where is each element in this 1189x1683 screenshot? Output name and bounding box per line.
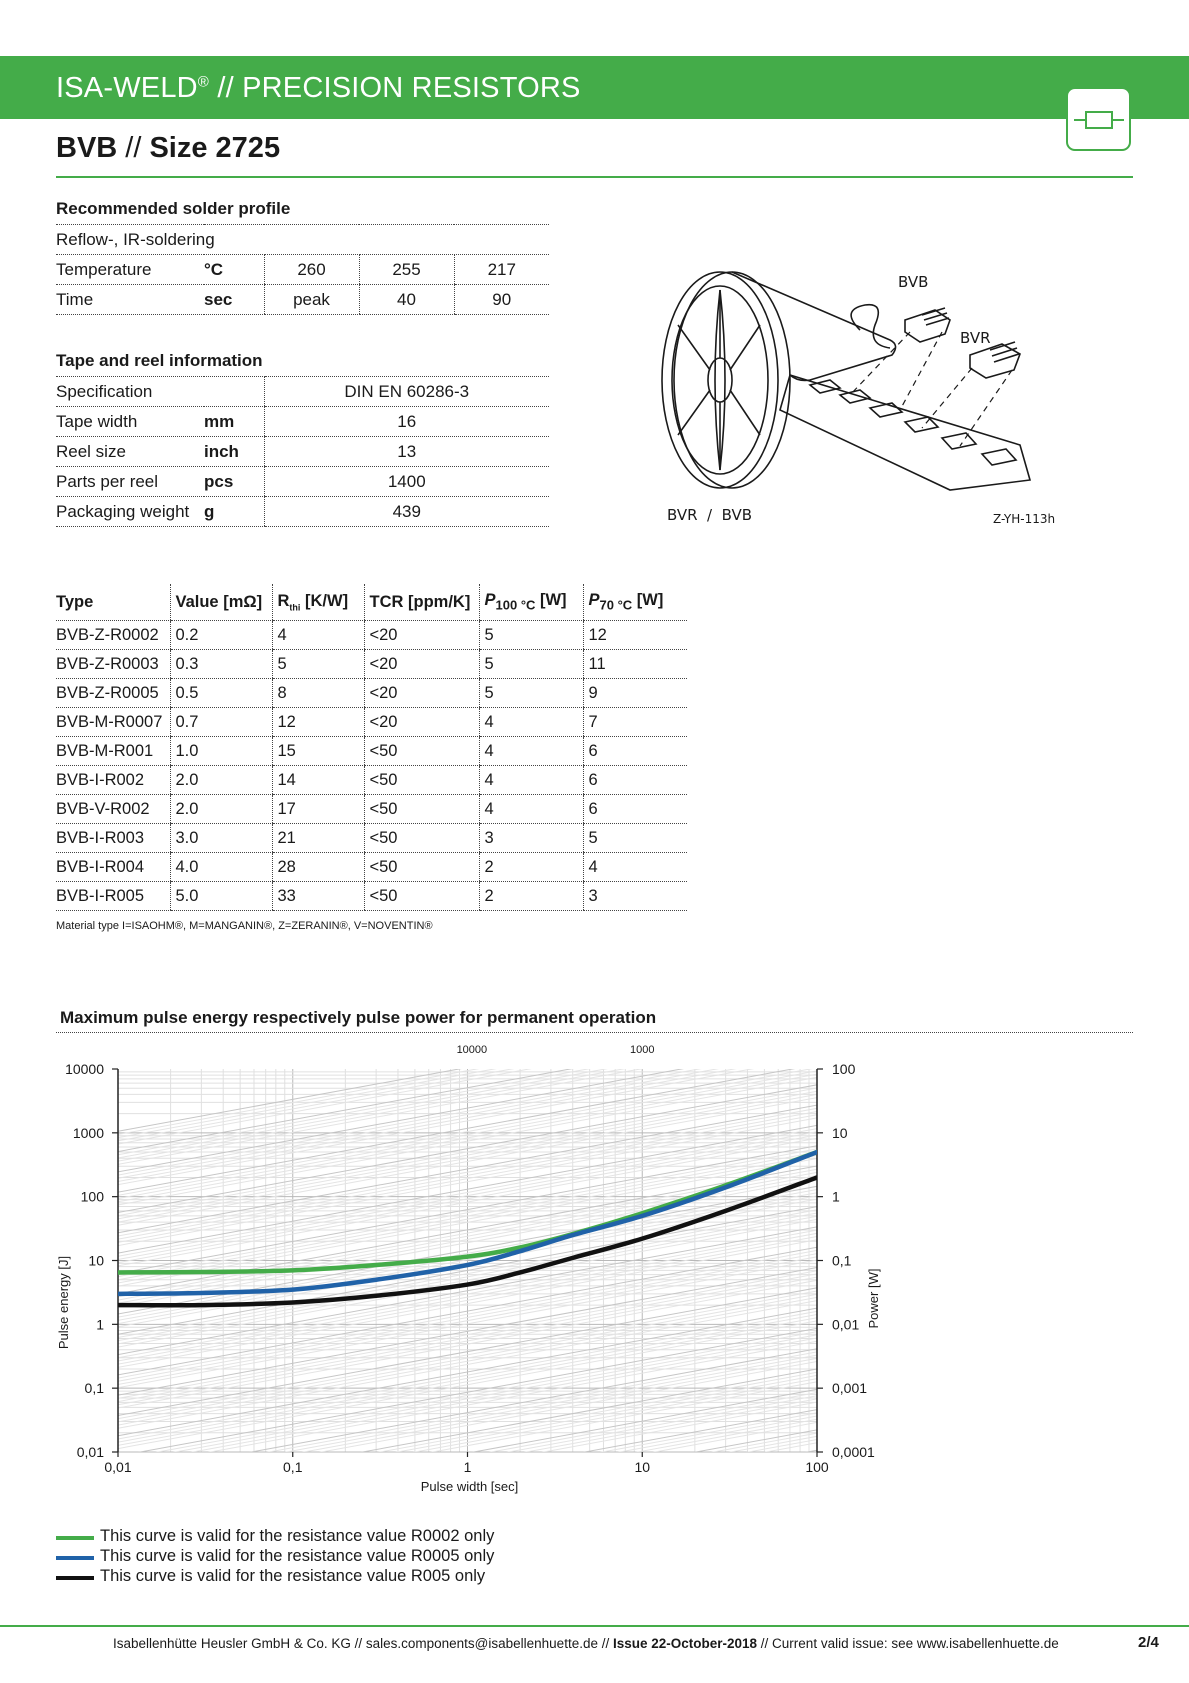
page-number: 2/4 <box>1138 1634 1159 1651</box>
table-row <box>56 467 549 497</box>
row-label: Parts per reel <box>56 467 204 497</box>
legend-swatch <box>56 1536 94 1540</box>
table-row <box>56 679 687 708</box>
drawing-code: Z-YH-113h <box>993 512 1056 526</box>
legend-swatch <box>56 1576 94 1580</box>
legend-label: This curve is valid for the resistance value R0005 only <box>100 1547 495 1565</box>
drawing-caption: BVR / BVB <box>667 506 753 524</box>
table-cell: 21 <box>272 824 364 853</box>
y2-tick-label: 0,0001 <box>832 1444 875 1460</box>
header-subscript: thi <box>289 602 301 613</box>
cell: 217 <box>454 255 549 285</box>
table-cell: 12 <box>272 708 364 737</box>
table-cell: BVB-V-R002 <box>56 795 170 824</box>
table-cell: 17 <box>272 795 364 824</box>
table-header-row <box>56 584 687 621</box>
table-cell: 8 <box>272 679 364 708</box>
table-cell: BVB-I-R002 <box>56 766 170 795</box>
table-cell: 5 <box>479 650 583 679</box>
table-cell: 7 <box>583 708 687 737</box>
table-cell: 1.0 <box>170 737 272 766</box>
table-cell: 4 <box>479 795 583 824</box>
table-cell: 2 <box>479 882 583 911</box>
table-cell: 6 <box>583 737 687 766</box>
product-name: BVB <box>56 132 118 164</box>
row-label: Reel size <box>56 437 204 467</box>
y-tick-label: 10 <box>88 1252 104 1269</box>
table-cell: <50 <box>364 737 479 766</box>
product-size: Size 2725 <box>149 132 281 164</box>
iso-line <box>0 1339 1017 1500</box>
table-cell: 0.2 <box>170 621 272 650</box>
row-label: Specification <box>56 377 204 407</box>
table-cell: 4 <box>479 708 583 737</box>
table-cell: BVB-Z-R0002 <box>56 621 170 650</box>
table-cell: 11 <box>583 650 687 679</box>
cell: 255 <box>359 255 454 285</box>
legend-label: This curve is valid for the resistance value R0002 only <box>100 1527 495 1545</box>
y-tick-label: 0,1 <box>84 1380 104 1397</box>
table-cell: 5 <box>479 679 583 708</box>
cell: 16 <box>264 407 549 437</box>
table-cell: 0.3 <box>170 650 272 679</box>
cell: 13 <box>264 437 549 467</box>
row-unit: pcs <box>204 467 264 497</box>
table-row <box>56 795 687 824</box>
x-axis-title: Pulse width [sec] <box>420 1479 519 1494</box>
page-title <box>56 132 280 165</box>
table-cell: 0.7 <box>170 708 272 737</box>
table-cell: 2.0 <box>170 766 272 795</box>
footer-rule <box>0 1625 1189 1627</box>
table-cell: <20 <box>364 621 479 650</box>
table-row <box>56 437 549 467</box>
iso-line <box>0 1498 1017 1500</box>
col-header <box>272 584 364 621</box>
table-cell: BVB-M-R001 <box>56 737 170 766</box>
table-cell: 28 <box>272 853 364 882</box>
table-cell: 3 <box>479 824 583 853</box>
header-unit: [W] <box>632 591 664 610</box>
table-row <box>56 285 549 315</box>
table-row <box>56 853 687 882</box>
table-cell: BVB-I-R003 <box>56 824 170 853</box>
table-cell: 3 <box>583 882 687 911</box>
cell: 40 <box>359 285 454 315</box>
table-cell: <50 <box>364 824 479 853</box>
reel-hub <box>708 358 732 402</box>
col-header: Value [mΩ] <box>170 584 272 621</box>
cell: 90 <box>454 285 549 315</box>
bvb-label: BVB <box>898 273 929 291</box>
row-unit: °C <box>204 255 264 285</box>
material-footnote: Material type I=ISAOHM®, M=MANGANIN®, Z=ZERANIN®, V=NOVENTIN® <box>56 920 433 932</box>
banner-title <box>56 72 581 105</box>
legend-swatch <box>56 1556 94 1560</box>
table-row <box>56 255 549 285</box>
row-label: Temperature <box>56 255 204 285</box>
y2-axis-title: Power [W] <box>866 1268 881 1329</box>
table-cell: 2 <box>479 853 583 882</box>
y2-tick-label: 0,1 <box>832 1252 852 1269</box>
pulse-chart <box>0 1040 1189 1500</box>
table-cell: 4 <box>583 853 687 882</box>
cell: DIN EN 60286-3 <box>264 377 549 407</box>
x-tick-label: 0,01 <box>104 1459 132 1475</box>
table-row <box>56 377 549 407</box>
carrier-tape <box>780 375 1030 490</box>
y2-tick-label: 0,01 <box>832 1316 860 1333</box>
table-cell: 3.0 <box>170 824 272 853</box>
table-cell: BVB-Z-R0005 <box>56 679 170 708</box>
table-cell: 9 <box>583 679 687 708</box>
row-unit <box>204 377 264 407</box>
row-label: Time <box>56 285 204 315</box>
table-cell: 4 <box>479 737 583 766</box>
table-row <box>56 737 687 766</box>
top-label: 10000 <box>456 1044 488 1056</box>
table-cell: <20 <box>364 679 479 708</box>
types-table <box>56 584 687 911</box>
x-tick-label: 1 <box>463 1459 472 1475</box>
header-symbol: R <box>277 591 290 610</box>
footer-current-issue: // Current valid issue: see www.isabellenhuette.de <box>757 1636 1059 1651</box>
solder-profile-title: Recommended solder profile <box>56 199 291 218</box>
x-tick-label: 10 <box>634 1459 651 1475</box>
bvr-label: BVR <box>960 329 991 347</box>
cell: 439 <box>264 497 549 527</box>
header-symbol: P <box>588 591 600 610</box>
table-cell: 12 <box>583 621 687 650</box>
table-row <box>56 621 687 650</box>
x-tick-label: 100 <box>805 1459 829 1475</box>
top-label: 1000 <box>630 1044 655 1056</box>
tape-strip <box>732 272 896 380</box>
table-cell: BVB-M-R0007 <box>56 708 170 737</box>
table-cell: 6 <box>583 795 687 824</box>
header-subscript: 100 °C <box>495 597 536 613</box>
y-tick-label: 1 <box>96 1316 104 1333</box>
table-cell: 5.0 <box>170 882 272 911</box>
table-cell: 15 <box>272 737 364 766</box>
table-cell: <50 <box>364 853 479 882</box>
cell: peak <box>264 285 359 315</box>
table-cell: 5 <box>583 824 687 853</box>
table-row <box>56 650 687 679</box>
footer-text <box>113 1636 1059 1651</box>
row-unit: g <box>204 497 264 527</box>
cell: 260 <box>264 255 359 285</box>
table-cell: BVB-I-R005 <box>56 882 170 911</box>
row-unit: inch <box>204 437 264 467</box>
table-cell: 5 <box>479 621 583 650</box>
iso-line <box>0 1342 1017 1500</box>
table-row <box>56 407 549 437</box>
tape-reel-title: Tape and reel information <box>56 351 263 370</box>
row-unit: sec <box>204 285 264 315</box>
y2-tick-label: 0,001 <box>832 1380 868 1397</box>
y-axis-title: Pulse energy [J] <box>56 1255 71 1350</box>
y2-tick-label: 1 <box>832 1188 840 1205</box>
table-cell: 2.0 <box>170 795 272 824</box>
title-separator: // <box>117 132 150 164</box>
iso-line <box>0 1040 1017 1177</box>
table-cell: <20 <box>364 650 479 679</box>
reel-drawing <box>660 270 1080 540</box>
footer-company: Isabellenhütte Heusler GmbH & Co. KG // sales.components@isabellenhuette.de // <box>113 1636 613 1651</box>
y-tick-label: 10000 <box>65 1061 104 1077</box>
table-row <box>56 708 687 737</box>
table-cell: 5 <box>272 650 364 679</box>
table-cell: <50 <box>364 882 479 911</box>
header-subscript: 70 °C <box>599 597 633 613</box>
tape-reel-table <box>56 376 549 527</box>
x-tick-label: 0,1 <box>283 1459 303 1475</box>
chart-title-rule <box>56 1032 1133 1033</box>
y2-tick-label: 10 <box>832 1124 848 1141</box>
footer-issue: Issue 22-October-2018 <box>612 1636 758 1651</box>
y2-tick-label: 100 <box>832 1061 856 1077</box>
header-unit: [K/W] <box>300 591 349 610</box>
banner-subtitle: // PRECISION RESISTORS <box>209 72 581 104</box>
table-row <box>56 824 687 853</box>
header-symbol: P <box>484 591 496 610</box>
table-row <box>56 497 549 527</box>
iso-line <box>0 1495 1017 1500</box>
y-tick-label: 0,01 <box>76 1444 104 1460</box>
col-header <box>479 584 583 621</box>
col-header <box>583 584 687 621</box>
resistor-icon <box>1074 109 1124 131</box>
table-cell: BVB-Z-R0003 <box>56 650 170 679</box>
col-header: TCR [ppm/K] <box>364 584 479 621</box>
col-header: Type <box>56 584 170 621</box>
table-cell: 6 <box>583 766 687 795</box>
table-cell: <20 <box>364 708 479 737</box>
solder-profile-table <box>56 224 549 315</box>
table-cell: <50 <box>364 795 479 824</box>
table-cell: 4 <box>479 766 583 795</box>
solder-method: Reflow-, IR-soldering <box>56 225 549 255</box>
table-cell: <50 <box>364 766 479 795</box>
header-unit: [W] <box>535 591 567 610</box>
table-cell: 33 <box>272 882 364 911</box>
row-unit: mm <box>204 407 264 437</box>
types-table-body <box>56 621 687 911</box>
row-label: Packaging weight <box>56 497 204 527</box>
row-label: Tape width <box>56 407 204 437</box>
resistor-logo <box>1066 87 1131 151</box>
table-cell: 4.0 <box>170 853 272 882</box>
title-rule <box>56 176 1133 178</box>
y-tick-label: 100 <box>80 1188 104 1205</box>
y-tick-label: 1000 <box>72 1124 104 1141</box>
solder-method-row <box>56 225 549 255</box>
table-row <box>56 882 687 911</box>
chart-title: Maximum pulse energy respectively pulse power for permanent operation <box>60 1008 657 1027</box>
table-row <box>56 766 687 795</box>
table-cell: 0.5 <box>170 679 272 708</box>
brand-name: ISA-WELD <box>56 72 198 104</box>
legend-label: This curve is valid for the resistance value R005 only <box>100 1567 486 1585</box>
registered-mark: ® <box>197 73 210 91</box>
table-cell: 4 <box>272 621 364 650</box>
table-cell: 14 <box>272 766 364 795</box>
table-cell: BVB-I-R004 <box>56 853 170 882</box>
cell: 1400 <box>264 467 549 497</box>
header-banner <box>0 56 1189 119</box>
